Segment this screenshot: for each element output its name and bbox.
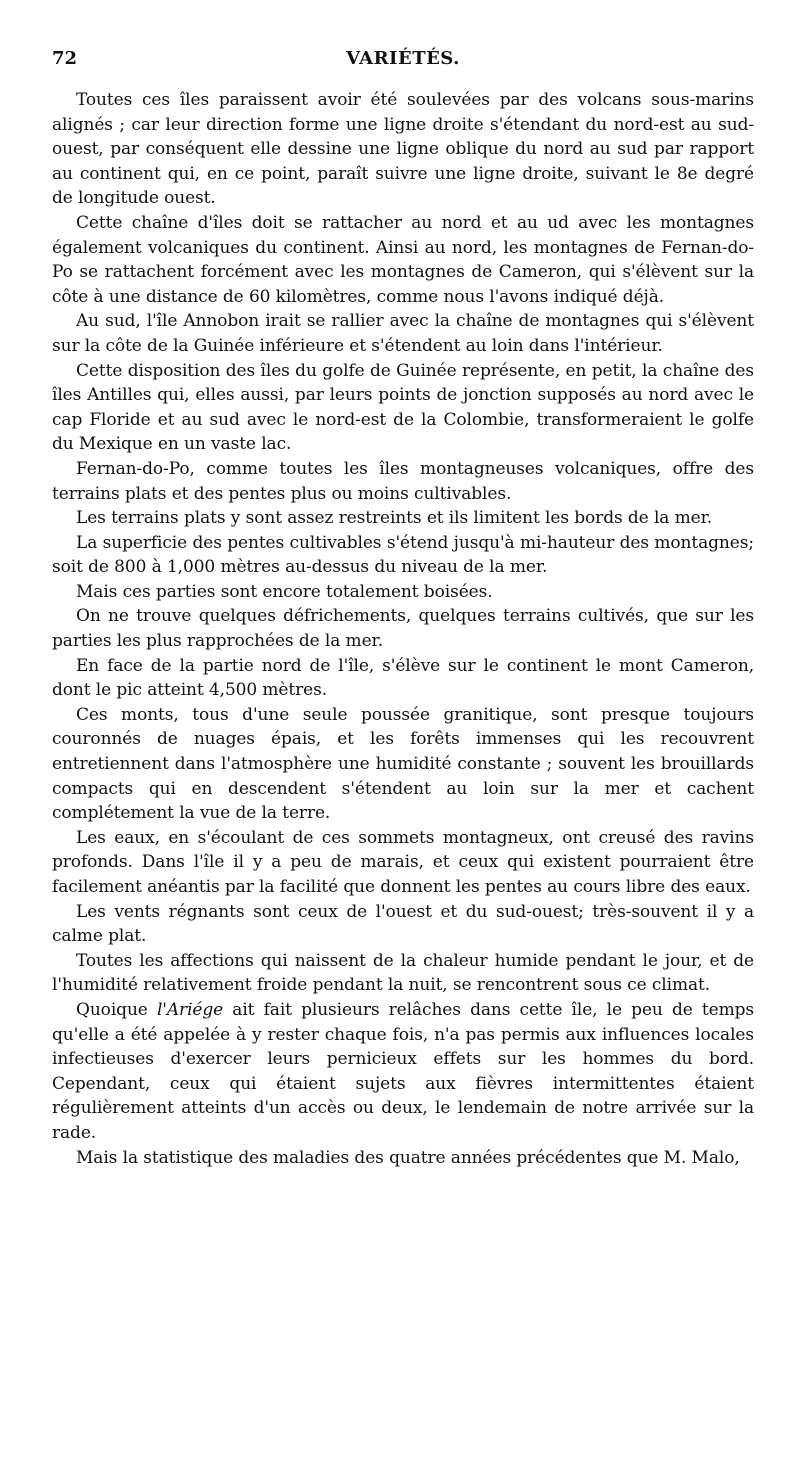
paragraph-mount-cameron: En face de la partie nord de l'île, s'élève sur le continent le mont Cameron, dont le pic atteint 4,500 mètres. <box>52 655 754 701</box>
ship-name-italic: l'Ariége <box>156 999 224 1020</box>
document-page <box>52 48 754 1170</box>
paragraph-fernando-po-terrain: Fernan-do-Po, comme toutes les îles montagneuses volcaniques, offre des terrains plats et des pentes plus ou moins cultivables. <box>52 458 754 504</box>
paragraph-waters-ravines: Les eaux, en s'écoulant de ces sommets montagneux, ont creusé des ravins profonds. Dans l'île il y a peu de marais, et ceux qui existent pourraient être facilement anéantis par la facilité que donnent les pentes au cours libre des eaux. <box>52 827 754 897</box>
section-title: VARIÉTÉS. <box>346 48 460 69</box>
paragraph-statistics: Mais la statistique des maladies des quatre années précédentes que M. Malo, <box>76 1147 740 1168</box>
paragraph-cultivable-slopes: La superficie des pentes cultivables s'étend jusqu'à mi-hauteur des montagnes; soit de 800 à 1,000 mètres au-dessus du niveau de la mer. <box>52 532 754 578</box>
paragraph-ariege <box>52 998 754 1146</box>
paragraph-clouds-humidity: Ces monts, tous d'une seule poussée granitique, sont presque toujours couronnés de nuages épais, et les forêts immenses qui les recouvrent entretiennent dans l'atmosphère une humidité constante ; souvent les brouillards compacts qui en descendent s'étendent au loin sur la mer et cachent complétement la vue de la terre. <box>52 704 754 824</box>
paragraph-winds: Les vents régnants sont ceux de l'ouest et du sud-ouest; très-souvent il y a calme plat. <box>52 901 754 947</box>
page-number: 72 <box>52 48 78 69</box>
ariege-text-before: Quoique <box>76 999 157 1020</box>
paragraph-annobon: Au sud, l'île Annobon irait se rallier avec la chaîne de montagnes qui s'élèvent sur la côte de la Guinée inférieure et s'étendent au loin dans l'intérieur. <box>52 311 754 356</box>
paragraph-clearings: On ne trouve quelques défrichements, quelques terrains cultivés, que sur les parties les plus rapprochées de la mer. <box>52 606 754 652</box>
paragraph-flat-terrain: Les terrains plats y sont assez restreints et ils limitent les bords de la mer. <box>76 508 713 529</box>
running-head <box>52 48 754 78</box>
ariege-text-after: ait fait plusieurs relâches dans cette île, le peu de temps qu'elle a été appelée à y rester chaque fois, n'a pas permis aux influences locales infectieuses d'exercer leurs pernicieux effets sur les hommes du bord. Cependant, ceux qui étaient sujets aux fièvres intermittentes étaient régulièrement atteints d'un accès ou deux, le lendemain de notre arrivée sur la rade. <box>52 999 754 1143</box>
paragraph-wooded-parts: Mais ces parties sont encore totalement boisées. <box>76 581 493 602</box>
paragraph-antilles-comparison: Cette disposition des îles du golfe de Guinée représente, en petit, la chaîne des îles Antilles qui, elles aussi, par leurs points de jonction supposés au nord avec le cap Floride et au sud avec le nord-est de la Colombie, transformeraient le golfe du Mexique en un vaste lac. <box>52 360 754 455</box>
paragraph-affections: Toutes les affections qui naissent de la chaleur humide pendant le jour, et de l'humidité relativement froide pendant la nuit, se rencontrent sous ce climat. <box>52 950 754 996</box>
body-text <box>52 88 754 1170</box>
paragraph-volcanic-islands: Toutes ces îles paraissent avoir été soulevées par des volcans sous-marins alignés ; car leur direction forme une ligne droite s'étendant du nord-est au sud-ouest, par conséquent elle dessine une ligne oblique du nord au sud par rapport au continent qui, en ce point, paraît suivre une ligne droite, suivant le 8e degré de longitude ouest. <box>52 90 754 209</box>
paragraph-island-chain: Cette chaîne d'îles doit se rattacher au nord et au ud avec les montagnes également volcaniques du continent. Ainsi au nord, les montagnes de Fernan-do-Po se rattachent forcément avec les montagnes de Cameron, qui s'élèvent sur la côte à une distance de 60 kilomètres, comme nous l'avons indiqué déjà. <box>52 212 754 307</box>
